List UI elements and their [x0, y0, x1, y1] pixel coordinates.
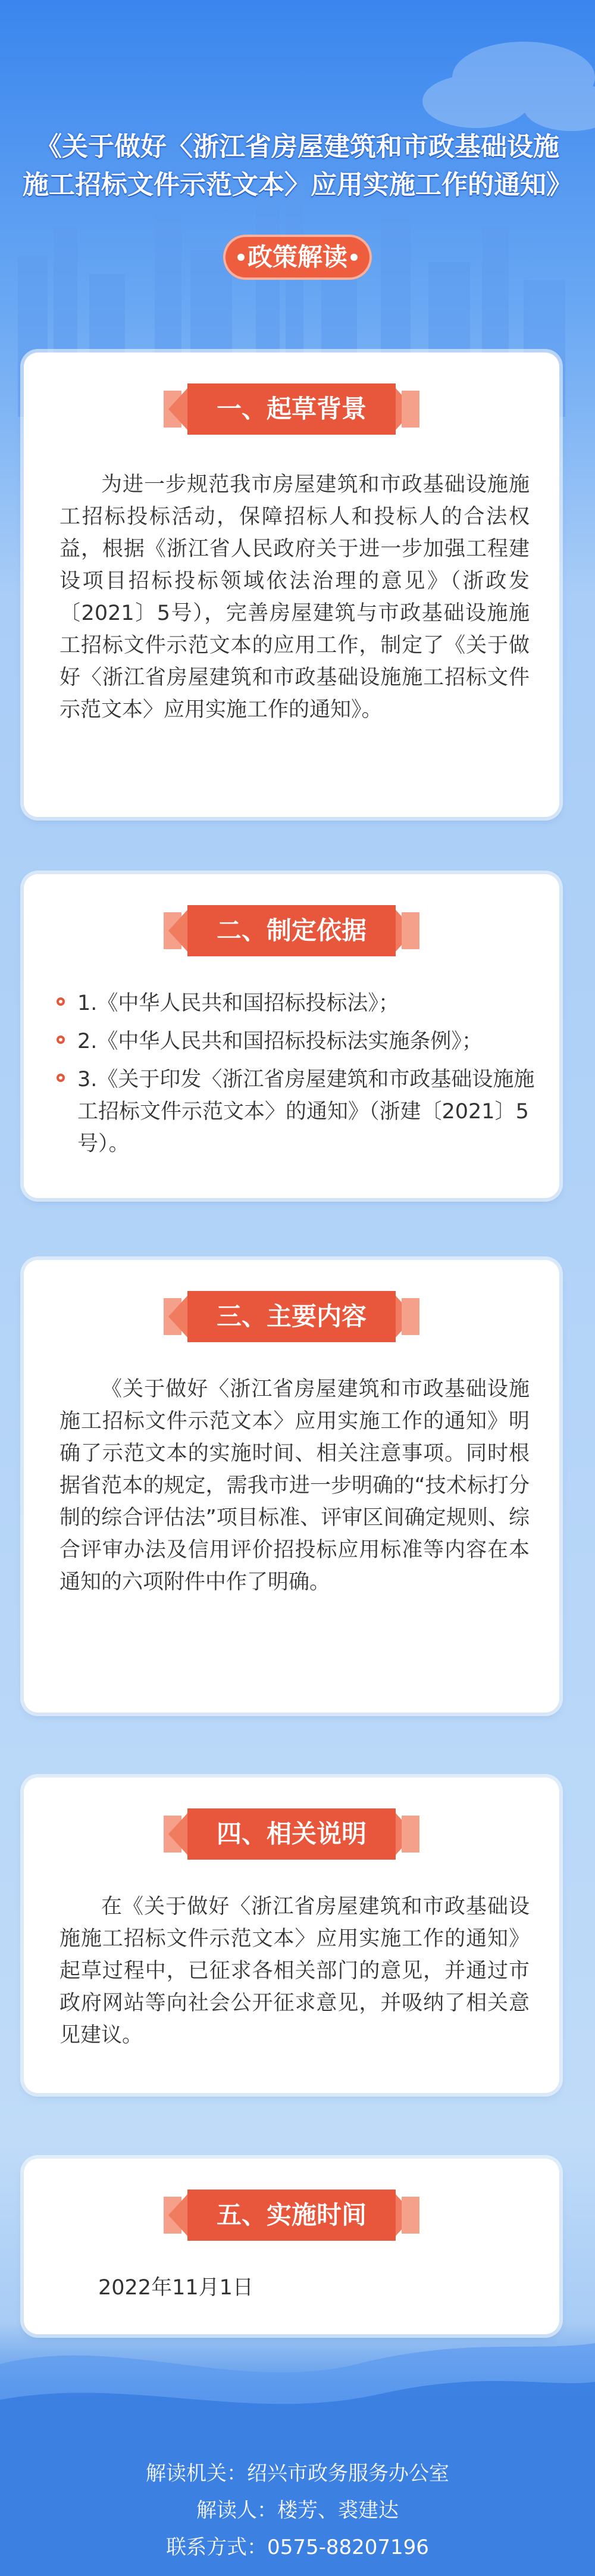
section-text: 为进一步规范我市房屋建筑和市政基础设施施工招标投标活动，保障招标人和投标人的合法权益，根据《浙江省人民政府关于进一步加强工程建设项目招标投标领域依法治理的意见》（浙政发〔2021〕5号），完善房屋建筑与市政基础设施施工招标文件示范文本的应用工作，制定了《关于做好〈浙江省房屋建筑和市政基础设施施工招标文件示范文本〉应用实施工作的通知》。 — [60, 473, 530, 722]
bullet-icon — [57, 1036, 65, 1044]
section-text: 《关于做好〈浙江省房屋建筑和市政基础设施施工招标文件示范文本〉应用实施工作的通知》明确了示范文本的实施时间、相关注意事项。同时根据省范本的规定，需我市进一步明确的“技术标打分制的综合评估法”项目标准、评审区间确定规则、综合评审办法及信用评价招投标应用标准等内容在本通知的六项附件中作了明确。 — [60, 1377, 530, 1594]
page-title-line-2: 施工招标文件示范文本〉应用实施工作的通知》 — [23, 170, 572, 200]
section-title: 一、起草背景 — [187, 383, 396, 435]
basis-list — [57, 987, 538, 1166]
badge-dot-left — [237, 254, 245, 261]
section-card-background — [24, 353, 559, 817]
section-title: 三、主要内容 — [187, 1291, 396, 1342]
section-title-ribbon — [164, 2190, 419, 2241]
page-title — [18, 128, 577, 204]
page-title-line-1: 《关于做好〈浙江省房屋建筑和市政基础设施 — [36, 132, 559, 162]
section-title-ribbon — [164, 1808, 419, 1860]
effective-date: 2022年11月1日 — [98, 2276, 253, 2300]
list-item: 2.《中华人民共和国招标投标法实施条例》； — [57, 1025, 538, 1058]
section-title: 二、制定依据 — [187, 905, 396, 956]
footer-contact: 联系方式：0575-88207196 — [166, 2536, 429, 2559]
section-card-basis — [24, 874, 559, 1198]
section-title: 五、实施时间 — [187, 2190, 396, 2241]
badge-label: 政策解读 — [247, 242, 347, 272]
section-title-ribbon — [164, 383, 419, 435]
list-item: 1.《中华人民共和国招标投标法》； — [57, 987, 538, 1019]
section-card-effective-date — [24, 2159, 559, 2334]
policy-interpretation-badge — [223, 235, 372, 280]
list-item: 3.《关于印发〈浙江省房屋建筑和市政基础设施施工招标文件示范文本〉的通知》（浙建〔2021〕5号）。 — [57, 1064, 538, 1160]
section-title-ribbon — [164, 1291, 419, 1342]
section-card-notes — [24, 1777, 559, 2093]
section-title: 四、相关说明 — [187, 1808, 396, 1860]
bullet-icon — [57, 997, 65, 1006]
section-title-ribbon — [164, 905, 419, 956]
badge-dot-right — [350, 254, 358, 261]
section-text: 在《关于做好〈浙江省房屋建筑和市政基础设施施工招标文件示范文本〉应用实施工作的通知》起草过程中，已征求各相关部门的意见，并通过市政府网站等向社会公开征求意见，并吸纳了相关意见建议。 — [60, 1895, 530, 2047]
bullet-icon — [57, 1074, 65, 1082]
section-card-content — [24, 1260, 559, 1713]
footer-agency: 解读机关：绍兴市政务服务办公室 — [146, 2462, 449, 2485]
footer-interpreters: 解读人：楼芳、裘建达 — [196, 2499, 399, 2522]
